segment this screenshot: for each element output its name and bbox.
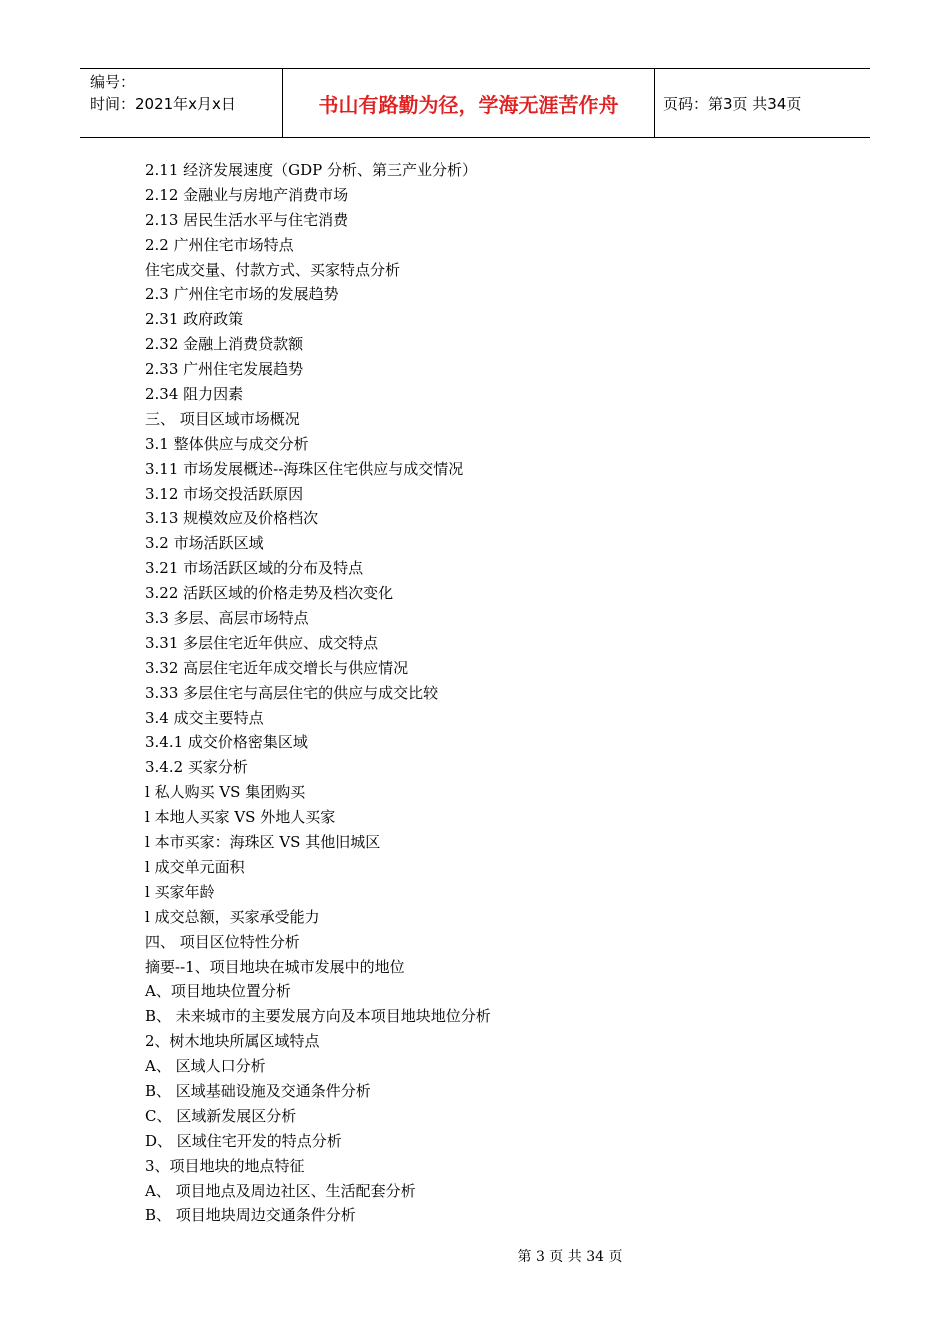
outline-line: B、 未来城市的主要发展方向及本项目地块地位分析 bbox=[145, 1007, 491, 1026]
outline-line: D、 区域住宅开发的特点分析 bbox=[145, 1131, 342, 1150]
outline-line: 3.12 市场交投活跃原因 bbox=[145, 484, 304, 503]
outline-line: C、 区域新发展区分析 bbox=[145, 1106, 297, 1125]
outline-line: 3.31 多层住宅近年供应、成交特点 bbox=[145, 633, 379, 652]
document-date-label: 时间：2021年x月x日 bbox=[90, 95, 236, 113]
outline-line: l 本市买家：海珠区 VS 其他旧城区 bbox=[145, 833, 381, 852]
header-motto: 书山有路勤为径，学海无涯苦作舟 bbox=[318, 92, 619, 117]
header-motto-cell bbox=[282, 69, 655, 137]
outline-line: 3.32 高层住宅近年成交增长与供应情况 bbox=[145, 658, 409, 677]
outline-line: l 本地人买家 VS 外地人买家 bbox=[145, 808, 336, 827]
outline-line: 三、 项目区域市场概况 bbox=[145, 409, 300, 428]
outline-line: 2.34 阻力因素 bbox=[145, 385, 244, 404]
outline-line: B、 项目地块周边交通条件分析 bbox=[145, 1206, 356, 1225]
outline-line: 3.1 整体供应与成交分析 bbox=[145, 434, 309, 453]
outline-line: l 成交单元面积 bbox=[145, 857, 245, 876]
outline-line: 2、树木地块所属区域特点 bbox=[145, 1032, 320, 1051]
outline-line: A、 项目地点及周边社区、生活配套分析 bbox=[145, 1181, 416, 1200]
page-header bbox=[80, 68, 870, 138]
outline-line: 2.3 广州住宅市场的发展趋势 bbox=[145, 285, 339, 304]
outline-line: 3.33 多层住宅与高层住宅的供应与成交比较 bbox=[145, 683, 439, 702]
header-meta bbox=[80, 69, 282, 137]
outline-line: 2.32 金融上消费贷款额 bbox=[145, 335, 304, 354]
outline-line: 2.13 居民生活水平与住宅消费 bbox=[145, 210, 349, 229]
outline-line: 2.31 政府政策 bbox=[145, 310, 244, 329]
outline-content bbox=[145, 158, 845, 1228]
outline-line: A、项目地块位置分析 bbox=[145, 982, 291, 1001]
outline-line: 2.33 广州住宅发展趋势 bbox=[145, 360, 304, 379]
outline-line: 摘要--1、项目地块在城市发展中的地位 bbox=[145, 957, 405, 976]
outline-line: 3.3 多层、高层市场特点 bbox=[145, 609, 309, 628]
outline-line: l 私人购买 VS 集团购买 bbox=[145, 783, 306, 802]
outline-line: 3.2 市场活跃区域 bbox=[145, 534, 264, 553]
outline-line: 住宅成交量、付款方式、买家特点分析 bbox=[145, 260, 401, 279]
outline-line: 3.22 活跃区域的价格走势及档次变化 bbox=[145, 584, 394, 603]
page-footer: 第 3 页 共 34 页 bbox=[517, 1249, 623, 1265]
outline-line: l 买家年龄 bbox=[145, 882, 215, 901]
outline-line: A、 区域人口分析 bbox=[145, 1057, 266, 1076]
outline-line: 四、 项目区位特性分析 bbox=[145, 932, 300, 951]
outline-line: 2.12 金融业与房地产消费市场 bbox=[145, 185, 349, 204]
outline-line: B、 区域基础设施及交通条件分析 bbox=[145, 1081, 371, 1100]
outline-line: 3.13 规模效应及价格档次 bbox=[145, 509, 319, 528]
header-page-cell bbox=[655, 69, 870, 137]
header-page-info: 页码：第3页 共34页 bbox=[663, 94, 802, 113]
outline-line: 3、项目地块的地点特征 bbox=[145, 1156, 305, 1175]
outline-line: 2.11 经济发展速度（GDP 分析、第三产业分析） bbox=[145, 161, 478, 179]
outline-line: 3.21 市场活跃区域的分布及特点 bbox=[145, 559, 364, 578]
outline-line: 2.2 广州住宅市场特点 bbox=[145, 235, 294, 254]
outline-line: 3.11 市场发展概述--海珠区住宅供应与成交情况 bbox=[145, 459, 464, 478]
outline-line: 3.4 成交主要特点 bbox=[145, 708, 264, 727]
outline-line: 3.4.2 买家分析 bbox=[145, 758, 248, 777]
document-number-label: 编号： bbox=[90, 73, 136, 91]
outline-line: l 成交总额，买家承受能力 bbox=[145, 907, 320, 926]
outline-line: 3.4.1 成交价格密集区域 bbox=[145, 733, 308, 752]
